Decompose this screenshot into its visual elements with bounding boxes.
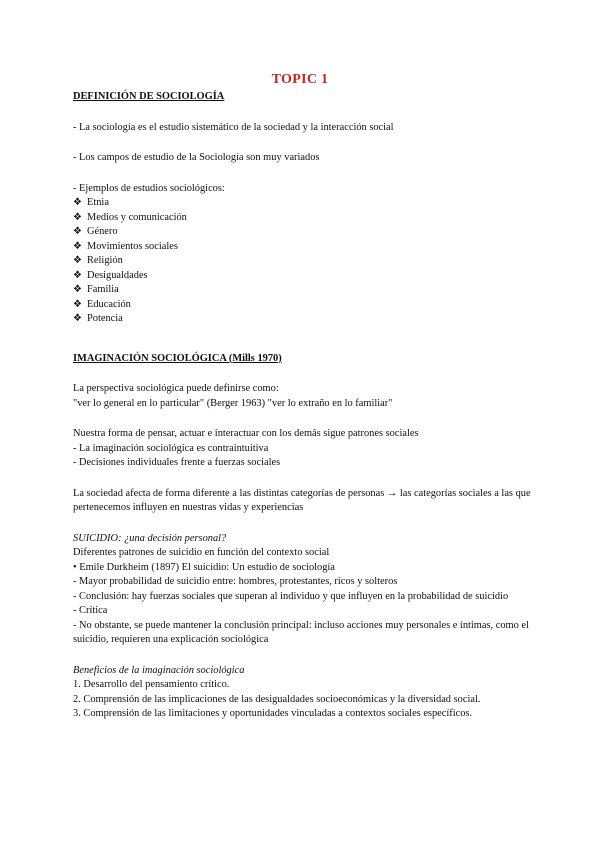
- perspective-quote: "ver lo general en lo particular" (Berger 1963) "ver lo extraño en lo familiar": [73, 397, 393, 409]
- list-item: ❖ Religión: [73, 254, 533, 269]
- list-item: ❖ Medios y comunicación: [73, 211, 533, 226]
- diamond-bullet-icon: ❖: [73, 313, 82, 324]
- list-item: ❖ Potencia: [73, 312, 533, 327]
- definition-line: - La sociología es el estudio sistemático de la sociedad y la interacción social: [73, 121, 394, 133]
- diamond-bullet-icon: ❖: [73, 284, 82, 295]
- suicide-line: • Emile Durkheim (1897) El suicidio: Un estudio de sociología: [73, 561, 335, 573]
- suicide-line: Diferentes patrones de suicidio en función del contexto social: [73, 547, 330, 558]
- list-item: ❖ Movimientos sociales: [73, 240, 533, 255]
- diamond-bullet-icon: ❖: [73, 226, 82, 237]
- fields-line: - Los campos de estudio de la Sociología son muy variados: [73, 152, 320, 163]
- suicide-line: - No obstante, se puede mantener la conclusión principal: incluso acciones muy personales e íntimas, como el suicidio, requieren una explicación sociológica: [73, 619, 529, 645]
- list-item: ❖ Género: [73, 225, 533, 240]
- counterintuitive-line: - La imaginación sociológica es contraintuitiva: [73, 442, 269, 454]
- list-item: ❖ Familia: [73, 283, 533, 298]
- page-title: TOPIC 1: [271, 72, 329, 87]
- diamond-bullet-icon: ❖: [73, 255, 82, 266]
- diamond-bullet-icon: ❖: [73, 240, 82, 252]
- decisions-line: - Decisiones individuales frente a fuerzas sociales: [73, 457, 281, 468]
- benefits-title: Beneficios de la imaginación sociológica: [73, 664, 245, 676]
- suicide-line: - Crítica: [73, 605, 108, 616]
- list-item: ❖ Educación: [73, 298, 533, 313]
- benefit-item: 2. Comprensión de las implicaciones de las desigualdades socioeconómicas y la diversidad social.: [73, 693, 481, 705]
- benefit-item: 1. Desarrollo del pensamiento crítico.: [73, 679, 230, 690]
- suicide-line: - Conclusión: hay fuerzas sociales que superan al individuo y que influyen en la probabilidad de suicidio: [73, 590, 509, 602]
- benefit-item: 3. Comprensión de las limitaciones y oportunidades vinculadas a contextos sociales específicos.: [73, 708, 473, 719]
- list-item: ❖ Etnia: [73, 196, 533, 211]
- document-body: [73, 90, 533, 722]
- suicide-title: SUICIDIO: ¿una decisión personal?: [73, 532, 227, 544]
- section-heading-imaginacion: IMAGINACIÓN SOCIOLÓGICA (Mills 1970): [73, 352, 282, 364]
- perspective-line: La perspectiva sociológica puede definirse como:: [73, 383, 279, 394]
- section-heading-definicion: DEFINICIÓN DE SOCIOLOGÍA: [73, 91, 225, 102]
- diamond-bullet-icon: ❖: [73, 211, 82, 223]
- patterns-line: Nuestra forma de pensar, actuar e interactuar con los demás sigue patrones sociales: [73, 428, 419, 439]
- examples-list: [73, 196, 533, 327]
- list-item: ❖ Desigualdades: [73, 269, 533, 284]
- society-paragraph: La sociedad afecta de forma diferente a las distintas categorías de personas → las categorías sociales a las que pertenecemos influyen en nuestras vidas y experiencias: [73, 487, 531, 513]
- diamond-bullet-icon: ❖: [73, 269, 82, 281]
- suicide-line: - Mayor probabilidad de suicidio entre: hombres, protestantes, ricos y solteros: [73, 576, 398, 587]
- diamond-bullet-icon: ❖: [73, 197, 82, 208]
- diamond-bullet-icon: ❖: [73, 298, 82, 310]
- examples-label: - Ejemplos de estudios sociológicos:: [73, 182, 225, 194]
